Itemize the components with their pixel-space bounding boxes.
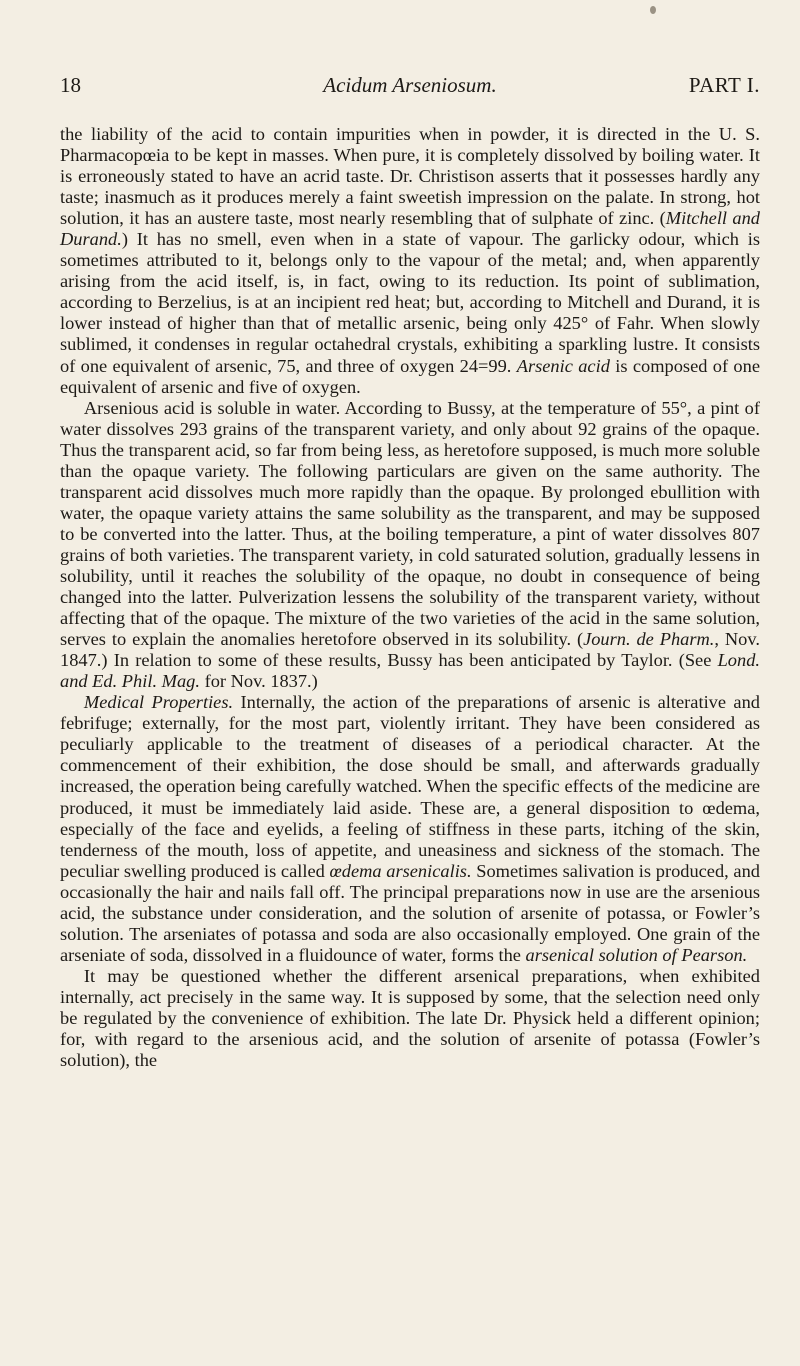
- italic-text: arsenical solution of Pearson.: [525, 944, 748, 965]
- running-title: Acidum Arseniosum.: [323, 73, 497, 97]
- italic-text: Lond. and Ed. Phil. Mag.: [60, 650, 760, 692]
- paragraph: [60, 966, 760, 1071]
- italic-text: Medical Properties.: [83, 692, 234, 713]
- italic-text: Arsenic acid: [516, 355, 610, 376]
- italic-text: œdema arsenicalis.: [329, 860, 472, 881]
- text-run: Sometimes salivation is produced, and occasionally the hair and nails fall off. The principal preparations now in use are the arsenious acid, the substance under consideration, and the solution of arsenite of potassa, or Fowler’s solution. The arseniates of potassa and soda are also occasionally employed. One grain of the arseniate of soda, dissolved in a fluidounce of water, forms the: [60, 860, 760, 965]
- text-run: for Nov. 1837.): [199, 671, 318, 692]
- text-run: Arsenious acid is soluble in water. According to Bussy, at the temperature of 55°, a pint of water dissolves 293 grains of the transparent variety, and only about 92 grains of the opaque. Thus the transparent acid, so far from being less, as heretofore supposed, is much more soluble than the opaque variety. The following particulars are given on the same authority. The transparent acid dissolves much more rapidly than the opaque. By prolonged ebullition with water, the opaque variety attains the same solubility as the transparent, and may be supposed to be converted into the latter. Thus, at the boiling temperature, a pint of water dissolves 807 grains of both varieties. The transparent variety, in cold saturated solution, gradually lessens in solubility, until it reaches the solubility of the opaque, no doubt in consequence of being changed into the latter. Pulverization lessens the solubility of the transparent variety, without affecting that of the opaque. The mixture of the two varieties of the acid in the same solution, serves to explain the anomalies heretofore observed in its solubility. (: [60, 397, 760, 650]
- text-run: It may be questioned whether the different arsenical preparations, when exhibited internally, act precisely in the same way. It is supposed by some, that the selection need only be regulated by the convenience of exhibition. The late Dr. Physick held a different opinion; for, with regard to the arsenious acid, and the solution of arsenite of potassa (Fowler’s solution), the: [60, 965, 760, 1071]
- text-run: ) It has no smell, even when in a state of vapour. The garlicky odour, which is sometimes attributed to it, belongs only to the vapour of the metal; and, when apparently arising from the acid itself, is, in fact, owing to its reduction. Its point of sublimation, according to Berzelius, is at an incipient red heat; but, according to Mitchell and Durand, it is lower instead of higher than that of metallic arsenic, being only 425° of Fahr. When slowly sublimed, it condenses in regular octahedral crystals, exhibiting a sparkling lustre. It consists of one equivalent of arsenic, 75, and three of oxygen 24=99.: [60, 229, 760, 376]
- text-run: is composed of one equivalent of arsenic and five of oxygen.: [60, 355, 760, 397]
- body-text: [60, 124, 760, 1071]
- text-run: Internally, the action of the preparations of arsenic is alterative and febrifuge; externally, for the most part, violently irritant. They have been considered as peculiarly applicable to the treatment of diseases of a periodical character. At the commencement of their exhibition, the dose should be small, and afterwards gradually increased, the operation being carefully watched. When the specific effects of the medicine are produced, it must be immediately laid aside. These are, a general disposition to œdema, especially of the face and eyelids, a feeling of stiffness in these parts, itching of the skin, tenderness of the mouth, loss of appetite, and uneasiness and sickness of the stomach. The peculiar swelling produced is called: [60, 692, 760, 881]
- paragraph: [60, 398, 760, 693]
- running-head: [60, 70, 760, 100]
- text-run: the liability of the acid to contain impurities when in powder, it is directed in the U. S. Pharmacopœia to be kept in masses. When pure, it is completely dissolved by boiling water. It is erroneously stated to have an acrid taste. Dr. Christison asserts that it possesses hardly any taste; inasmuch as it produces merely a faint sweetish impression on the palate. In strong, hot solution, it has an austere taste, most nearly resembling that of sulphate of zinc. (: [60, 124, 760, 229]
- italic-text: Mitchell and Durand.: [60, 208, 760, 250]
- paragraph: [60, 692, 760, 966]
- part-label: PART I.: [688, 73, 760, 97]
- text-run: , Nov. 1847.) In relation to some of these results, Bussy has been anticipated by Taylor. (See: [60, 629, 760, 671]
- italic-text: Journ. de Pharm.: [583, 629, 715, 650]
- page-number: 18: [60, 73, 81, 97]
- paragraph: [60, 124, 760, 398]
- paper-speck: [650, 6, 656, 14]
